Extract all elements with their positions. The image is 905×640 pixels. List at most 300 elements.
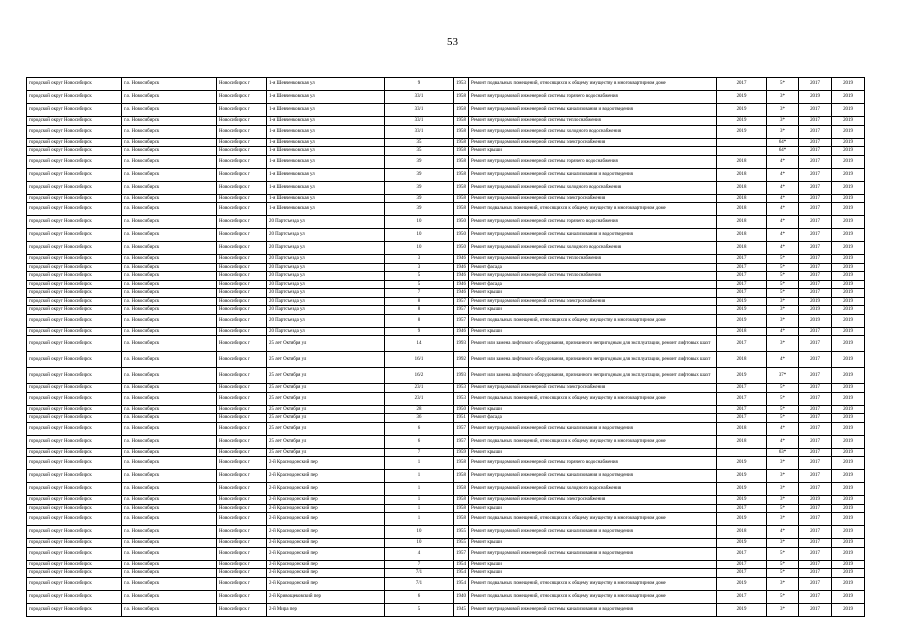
cell-district: г.о. Новосибирск xyxy=(122,255,217,264)
cell-locality: Новосибирск г xyxy=(217,78,267,91)
cell-priority: 3* xyxy=(767,306,799,315)
cell-build-year: 1958 xyxy=(454,504,469,513)
cell-priority: 4* xyxy=(767,181,799,194)
cell-municipality: городской округ Новосибирск xyxy=(27,483,122,496)
cell-district: г.о. Новосибирск xyxy=(122,336,217,352)
table-row xyxy=(27,297,865,306)
table-row xyxy=(27,242,865,255)
cell-end-year: 2019 xyxy=(832,569,865,578)
cell-plan-year: 2017 xyxy=(717,263,767,272)
cell-build-year: 1955 xyxy=(454,526,469,539)
cell-start-year: 2017 xyxy=(799,483,832,496)
cell-locality: Новосибирск г xyxy=(217,91,267,104)
cell-priority: 3* xyxy=(767,297,799,306)
cell-district: г.о. Новосибирск xyxy=(122,483,217,496)
cell-municipality: городской округ Новосибирск xyxy=(27,297,122,306)
cell-house-number: 7 xyxy=(385,560,454,569)
table-row xyxy=(27,263,865,272)
cell-street: 1-я Шевченковская ул xyxy=(267,168,385,181)
cell-priority: 5* xyxy=(767,280,799,289)
cell-work-type: Ремонт крыши xyxy=(469,405,717,414)
cell-end-year: 2019 xyxy=(832,577,865,590)
cell-build-year: 1993 xyxy=(454,336,469,352)
cell-locality: Новосибирск г xyxy=(217,272,267,281)
table-row xyxy=(27,405,865,414)
cell-locality: Новосибирск г xyxy=(217,496,267,505)
cell-plan-year: 2018 xyxy=(717,181,767,194)
cell-end-year: 2019 xyxy=(832,422,865,435)
cell-house-number: 39 xyxy=(385,203,454,216)
cell-district: г.о. Новосибирск xyxy=(122,435,217,448)
cell-district: г.о. Новосибирск xyxy=(122,297,217,306)
cell-street: 20 Партсъезда ул xyxy=(267,327,385,336)
cell-plan-year: 2017 xyxy=(717,414,767,423)
cell-work-type: Ремонт внутридомовой инженерной системы канализования и водоотведения xyxy=(469,603,717,616)
cell-work-type: Ремонт внутридомовой инженерной системы теплоснабжения xyxy=(469,272,717,281)
cell-house-number: 28 xyxy=(385,405,454,414)
cell-house-number: 8 xyxy=(385,297,454,306)
cell-work-type: Ремонт внутридомовой инженерной системы электроснабжения xyxy=(469,496,717,505)
cell-district: г.о. Новосибирск xyxy=(122,539,217,548)
cell-house-number: 39 xyxy=(385,155,454,168)
cell-district: г.о. Новосибирск xyxy=(122,168,217,181)
cell-plan-year: 2019 xyxy=(717,496,767,505)
cell-street: 2-й Краснодонский пер xyxy=(267,483,385,496)
cell-municipality: городской округ Новосибирск xyxy=(27,603,122,616)
cell-build-year: 1953 xyxy=(454,392,469,405)
cell-work-type: Ремонт крыши xyxy=(469,539,717,548)
cell-plan-year xyxy=(717,147,767,156)
cell-locality: Новосибирск г xyxy=(217,297,267,306)
cell-municipality: городской округ Новосибирск xyxy=(27,470,122,483)
cell-locality: Новосибирск г xyxy=(217,435,267,448)
cell-locality: Новосибирск г xyxy=(217,384,267,393)
cell-start-year: 2017 xyxy=(799,272,832,281)
cell-end-year: 2019 xyxy=(832,384,865,393)
table-row xyxy=(27,539,865,548)
cell-plan-year: 2019 xyxy=(717,368,767,384)
cell-build-year: 1958 xyxy=(454,138,469,147)
cell-build-year: 1958 xyxy=(454,147,469,156)
cell-end-year: 2019 xyxy=(832,483,865,496)
cell-municipality: городской округ Новосибирск xyxy=(27,513,122,526)
cell-street: 20 Партсъезда ул xyxy=(267,216,385,229)
cell-priority: 4* xyxy=(767,155,799,168)
cell-municipality: городской округ Новосибирск xyxy=(27,448,122,457)
cell-street: 2-й Кривощековский пер xyxy=(267,590,385,603)
cell-municipality: городской округ Новосибирск xyxy=(27,181,122,194)
cell-municipality: городской округ Новосибирск xyxy=(27,435,122,448)
cell-house-number: 5 xyxy=(385,603,454,616)
cell-start-year: 2017 xyxy=(799,289,832,298)
cell-house-number: 7 xyxy=(385,289,454,298)
cell-locality: Новосибирск г xyxy=(217,168,267,181)
cell-end-year: 2019 xyxy=(832,104,865,117)
cell-end-year: 2019 xyxy=(832,117,865,126)
cell-district: г.о. Новосибирск xyxy=(122,155,217,168)
cell-house-number: 10 xyxy=(385,539,454,548)
cell-start-year: 2019 xyxy=(799,306,832,315)
cell-street: 1-я Шевченковская ул xyxy=(267,117,385,126)
table-body xyxy=(27,78,865,617)
cell-priority: 37* xyxy=(767,368,799,384)
cell-district: г.о. Новосибирск xyxy=(122,448,217,457)
cell-work-type: Ремонт внутридомовой инженерной системы электроснабжения xyxy=(469,138,717,147)
cell-district: г.о. Новосибирск xyxy=(122,513,217,526)
cell-start-year: 2017 xyxy=(799,216,832,229)
cell-start-year: 2017 xyxy=(799,255,832,264)
table-row xyxy=(27,384,865,393)
table-row xyxy=(27,289,865,298)
cell-locality: Новосибирск г xyxy=(217,147,267,156)
cell-house-number: 35 xyxy=(385,147,454,156)
cell-locality: Новосибирск г xyxy=(217,125,267,138)
cell-locality: Новосибирск г xyxy=(217,255,267,264)
cell-municipality: городской округ Новосибирск xyxy=(27,327,122,336)
table-row xyxy=(27,216,865,229)
cell-work-type: Ремонт внутридомовой инженерной системы теплоснабжения xyxy=(469,117,717,126)
cell-priority: 3* xyxy=(767,117,799,126)
cell-plan-year: 2019 xyxy=(717,539,767,548)
cell-municipality: городской округ Новосибирск xyxy=(27,496,122,505)
cell-municipality: городской округ Новосибирск xyxy=(27,405,122,414)
cell-house-number: 33/1 xyxy=(385,104,454,117)
cell-locality: Новосибирск г xyxy=(217,242,267,255)
cell-work-type: Ремонт подвальных помещений, относящихся к общему имуществу в многоквартирном доме xyxy=(469,78,717,91)
cell-start-year: 2017 xyxy=(799,590,832,603)
cell-work-type: Ремонт подвальных помещений, относящихся к общему имуществу в многоквартирном доме xyxy=(469,392,717,405)
cell-locality: Новосибирск г xyxy=(217,569,267,578)
cell-house-number: 5 xyxy=(385,280,454,289)
cell-district: г.о. Новосибирск xyxy=(122,327,217,336)
cell-work-type: Ремонт крыши xyxy=(469,448,717,457)
cell-priority: 4* xyxy=(767,168,799,181)
cell-work-type: Ремонт внутридомовой инженерной системы канализования и водоотведения xyxy=(469,526,717,539)
cell-district: г.о. Новосибирск xyxy=(122,368,217,384)
cell-street: 25 лет Октября ул xyxy=(267,368,385,384)
cell-municipality: городской округ Новосибирск xyxy=(27,392,122,405)
cell-plan-year: 2018 xyxy=(717,168,767,181)
cell-house-number: 3 xyxy=(385,263,454,272)
cell-start-year: 2017 xyxy=(799,263,832,272)
cell-house-number: 39 xyxy=(385,194,454,203)
cell-locality: Новосибирск г xyxy=(217,104,267,117)
cell-priority: 4* xyxy=(767,216,799,229)
cell-house-number: 33/1 xyxy=(385,117,454,126)
cell-locality: Новосибирск г xyxy=(217,314,267,327)
cell-priority: 5* xyxy=(767,547,799,560)
cell-priority: 4* xyxy=(767,327,799,336)
cell-priority: 3* xyxy=(767,336,799,352)
cell-street: 1-я Шевченковская ул xyxy=(267,155,385,168)
cell-start-year: 2017 xyxy=(799,125,832,138)
cell-municipality: городской округ Новосибирск xyxy=(27,263,122,272)
cell-municipality: городской округ Новосибирск xyxy=(27,590,122,603)
table-row xyxy=(27,181,865,194)
cell-priority: 5* xyxy=(767,384,799,393)
cell-priority: 4* xyxy=(767,194,799,203)
cell-district: г.о. Новосибирск xyxy=(122,314,217,327)
cell-end-year: 2019 xyxy=(832,327,865,336)
cell-work-type: Ремонт внутридомовой инженерной системы теплоснабжения xyxy=(469,255,717,264)
cell-priority: 63* xyxy=(767,448,799,457)
cell-municipality: городской округ Новосибирск xyxy=(27,272,122,281)
cell-plan-year xyxy=(717,138,767,147)
cell-street: 2-й Краснодонский пер xyxy=(267,577,385,590)
cell-priority: 4* xyxy=(767,203,799,216)
cell-priority: 3* xyxy=(767,513,799,526)
cell-street: 25 лет Октября ул xyxy=(267,435,385,448)
cell-house-number: 39 xyxy=(385,181,454,194)
cell-work-type: Ремонт внутридомовой инженерной системы электроснабжения xyxy=(469,297,717,306)
cell-build-year: 1950 xyxy=(454,229,469,242)
cell-start-year: 2017 xyxy=(799,457,832,470)
cell-locality: Новосибирск г xyxy=(217,513,267,526)
table-row xyxy=(27,255,865,264)
cell-end-year: 2019 xyxy=(832,539,865,548)
cell-plan-year: 2019 xyxy=(717,117,767,126)
cell-work-type: Ремонт внутридомовой инженерной системы холодного водоснабжения xyxy=(469,483,717,496)
cell-municipality: городской округ Новосибирск xyxy=(27,203,122,216)
cell-street: 20 Партсъезда ул xyxy=(267,272,385,281)
cell-end-year: 2019 xyxy=(832,297,865,306)
cell-end-year: 2019 xyxy=(832,504,865,513)
cell-priority: 5* xyxy=(767,560,799,569)
cell-house-number: 1 xyxy=(385,457,454,470)
cell-locality: Новосибирск г xyxy=(217,306,267,315)
cell-municipality: городской округ Новосибирск xyxy=(27,577,122,590)
cell-start-year: 2017 xyxy=(799,138,832,147)
cell-district: г.о. Новосибирск xyxy=(122,272,217,281)
cell-work-type: Ремонт внутридомовой инженерной системы горячего водоснабжения xyxy=(469,155,717,168)
cell-start-year: 2017 xyxy=(799,280,832,289)
cell-priority: 3* xyxy=(767,91,799,104)
cell-work-type: Ремонт внутридомовой инженерной системы горячего водоснабжения xyxy=(469,457,717,470)
cell-priority: 3* xyxy=(767,577,799,590)
cell-district: г.о. Новосибирск xyxy=(122,104,217,117)
cell-build-year: 1958 xyxy=(454,194,469,203)
cell-district: г.о. Новосибирск xyxy=(122,526,217,539)
cell-build-year: 1958 xyxy=(454,117,469,126)
cell-start-year: 2017 xyxy=(799,352,832,368)
cell-start-year: 2017 xyxy=(799,414,832,423)
cell-build-year: 1957 xyxy=(454,297,469,306)
table-row xyxy=(27,168,865,181)
cell-district: г.о. Новосибирск xyxy=(122,263,217,272)
cell-locality: Новосибирск г xyxy=(217,577,267,590)
table-row xyxy=(27,78,865,91)
cell-district: г.о. Новосибирск xyxy=(122,560,217,569)
cell-street: 1-я Шевченковская ул xyxy=(267,78,385,91)
cell-district: г.о. Новосибирск xyxy=(122,117,217,126)
cell-street: 20 Партсъезда ул xyxy=(267,297,385,306)
cell-start-year: 2017 xyxy=(799,242,832,255)
cell-end-year: 2019 xyxy=(832,194,865,203)
cell-locality: Новосибирск г xyxy=(217,181,267,194)
cell-build-year: 1958 xyxy=(454,91,469,104)
cell-end-year: 2019 xyxy=(832,414,865,423)
cell-house-number: 33/1 xyxy=(385,125,454,138)
cell-work-type: Ремонт крыши xyxy=(469,504,717,513)
cell-district: г.о. Новосибирск xyxy=(122,603,217,616)
cell-start-year: 2017 xyxy=(799,405,832,414)
cell-street: 20 Партсъезда ул xyxy=(267,289,385,298)
cell-priority: 4* xyxy=(767,242,799,255)
cell-street: 1-я Шевченковская ул xyxy=(267,147,385,156)
table-row xyxy=(27,547,865,560)
cell-priority: 5* xyxy=(767,590,799,603)
table-row xyxy=(27,526,865,539)
cell-start-year: 2017 xyxy=(799,448,832,457)
cell-house-number: 9 xyxy=(385,327,454,336)
cell-street: 1-я Шевченковская ул xyxy=(267,104,385,117)
cell-priority: 4* xyxy=(767,526,799,539)
cell-work-type: Ремонт крыши xyxy=(469,560,717,569)
cell-plan-year: 2019 xyxy=(717,457,767,470)
cell-end-year: 2019 xyxy=(832,91,865,104)
cell-start-year: 2017 xyxy=(799,569,832,578)
cell-municipality: городской округ Новосибирск xyxy=(27,216,122,229)
cell-plan-year: 2019 xyxy=(717,577,767,590)
cell-end-year: 2019 xyxy=(832,255,865,264)
cell-street: 20 Партсъезда ул xyxy=(267,314,385,327)
cell-plan-year: 2018 xyxy=(717,435,767,448)
cell-end-year: 2019 xyxy=(832,590,865,603)
cell-locality: Новосибирск г xyxy=(217,352,267,368)
cell-district: г.о. Новосибирск xyxy=(122,392,217,405)
cell-street: 2-й Краснодонский пер xyxy=(267,526,385,539)
cell-priority: 5* xyxy=(767,289,799,298)
cell-municipality: городской округ Новосибирск xyxy=(27,255,122,264)
cell-build-year: 1993 xyxy=(454,368,469,384)
table-row xyxy=(27,272,865,281)
cell-house-number: 1 xyxy=(385,513,454,526)
capital-repair-table xyxy=(26,77,865,617)
cell-end-year: 2019 xyxy=(832,560,865,569)
cell-build-year: 1958 xyxy=(454,104,469,117)
cell-plan-year: 2017 xyxy=(717,590,767,603)
table-row xyxy=(27,138,865,147)
cell-locality: Новосибирск г xyxy=(217,405,267,414)
cell-priority: 5* xyxy=(767,405,799,414)
cell-locality: Новосибирск г xyxy=(217,590,267,603)
cell-start-year: 2017 xyxy=(799,229,832,242)
cell-end-year: 2019 xyxy=(832,392,865,405)
table-row xyxy=(27,327,865,336)
cell-end-year: 2019 xyxy=(832,547,865,560)
cell-build-year: 1951 xyxy=(454,414,469,423)
cell-district: г.о. Новосибирск xyxy=(122,125,217,138)
cell-start-year: 2017 xyxy=(799,336,832,352)
cell-house-number: 23/1 xyxy=(385,392,454,405)
table-row xyxy=(27,513,865,526)
table-row xyxy=(27,203,865,216)
cell-priority: 3* xyxy=(767,496,799,505)
cell-plan-year: 2019 xyxy=(717,297,767,306)
cell-start-year: 2019 xyxy=(799,314,832,327)
cell-locality: Новосибирск г xyxy=(217,336,267,352)
cell-street: 20 Партсъезда ул xyxy=(267,242,385,255)
cell-work-type: Ремонт крыши xyxy=(469,147,717,156)
cell-plan-year: 2018 xyxy=(717,526,767,539)
cell-municipality: городской округ Новосибирск xyxy=(27,147,122,156)
cell-priority: 5* xyxy=(767,504,799,513)
cell-work-type: Ремонт подвальных помещений, относящихся к общему имуществу в многоквартирном доме xyxy=(469,577,717,590)
cell-street: 1-я Шевченковская ул xyxy=(267,194,385,203)
cell-plan-year: 2017 xyxy=(717,384,767,393)
cell-end-year: 2019 xyxy=(832,306,865,315)
cell-priority: 3* xyxy=(767,104,799,117)
cell-end-year: 2019 xyxy=(832,125,865,138)
cell-build-year: 1958 xyxy=(454,513,469,526)
cell-municipality: городской округ Новосибирск xyxy=(27,547,122,560)
cell-end-year: 2019 xyxy=(832,78,865,91)
cell-house-number: 23/1 xyxy=(385,384,454,393)
cell-district: г.о. Новосибирск xyxy=(122,414,217,423)
cell-house-number: 4 xyxy=(385,547,454,560)
cell-plan-year: 2017 xyxy=(717,569,767,578)
cell-municipality: городской округ Новосибирск xyxy=(27,91,122,104)
cell-priority: 4* xyxy=(767,352,799,368)
cell-municipality: городской округ Новосибирск xyxy=(27,229,122,242)
cell-priority: 3* xyxy=(767,483,799,496)
table-row xyxy=(27,306,865,315)
cell-plan-year: 2017 xyxy=(717,392,767,405)
cell-work-type: Ремонт фасада xyxy=(469,263,717,272)
cell-street: 20 Партсъезда ул xyxy=(267,229,385,242)
cell-locality: Новосибирск г xyxy=(217,138,267,147)
cell-municipality: городской округ Новосибирск xyxy=(27,422,122,435)
cell-house-number: 14 xyxy=(385,336,454,352)
cell-end-year: 2019 xyxy=(832,405,865,414)
cell-locality: Новосибирск г xyxy=(217,327,267,336)
cell-priority: 5* xyxy=(767,569,799,578)
cell-work-type: Ремонт внутридомовой инженерной системы холодного водоснабжения xyxy=(469,125,717,138)
cell-locality: Новосибирск г xyxy=(217,539,267,548)
cell-street: 20 Партсъезда ул xyxy=(267,280,385,289)
cell-end-year: 2019 xyxy=(832,147,865,156)
cell-end-year: 2019 xyxy=(832,457,865,470)
cell-build-year: 1953 xyxy=(454,384,469,393)
cell-district: г.о. Новосибирск xyxy=(122,289,217,298)
cell-locality: Новосибирск г xyxy=(217,470,267,483)
cell-start-year: 2017 xyxy=(799,181,832,194)
cell-end-year: 2019 xyxy=(832,526,865,539)
cell-work-type: Ремонт подвальных помещений, относящихся к общему имуществу в многоквартирном доме xyxy=(469,590,717,603)
cell-start-year: 2017 xyxy=(799,435,832,448)
cell-district: г.о. Новосибирск xyxy=(122,203,217,216)
cell-house-number: 1 xyxy=(385,504,454,513)
cell-municipality: городской округ Новосибирск xyxy=(27,569,122,578)
cell-street: 25 лет Октября ул xyxy=(267,384,385,393)
cell-plan-year: 2017 xyxy=(717,405,767,414)
table-row xyxy=(27,104,865,117)
cell-priority: 3* xyxy=(767,314,799,327)
cell-street: 2-й Краснодонский пер xyxy=(267,547,385,560)
cell-district: г.о. Новосибирск xyxy=(122,280,217,289)
cell-district: г.о. Новосибирск xyxy=(122,547,217,560)
cell-end-year: 2019 xyxy=(832,336,865,352)
table-row xyxy=(27,155,865,168)
cell-locality: Новосибирск г xyxy=(217,603,267,616)
cell-locality: Новосибирск г xyxy=(217,155,267,168)
cell-work-type: Ремонт внутридомовой инженерной системы холодного водоснабжения xyxy=(469,181,717,194)
cell-end-year: 2019 xyxy=(832,435,865,448)
table-row xyxy=(27,368,865,384)
table-row xyxy=(27,147,865,156)
cell-plan-year: 2017 xyxy=(717,336,767,352)
cell-municipality: городской округ Новосибирск xyxy=(27,457,122,470)
